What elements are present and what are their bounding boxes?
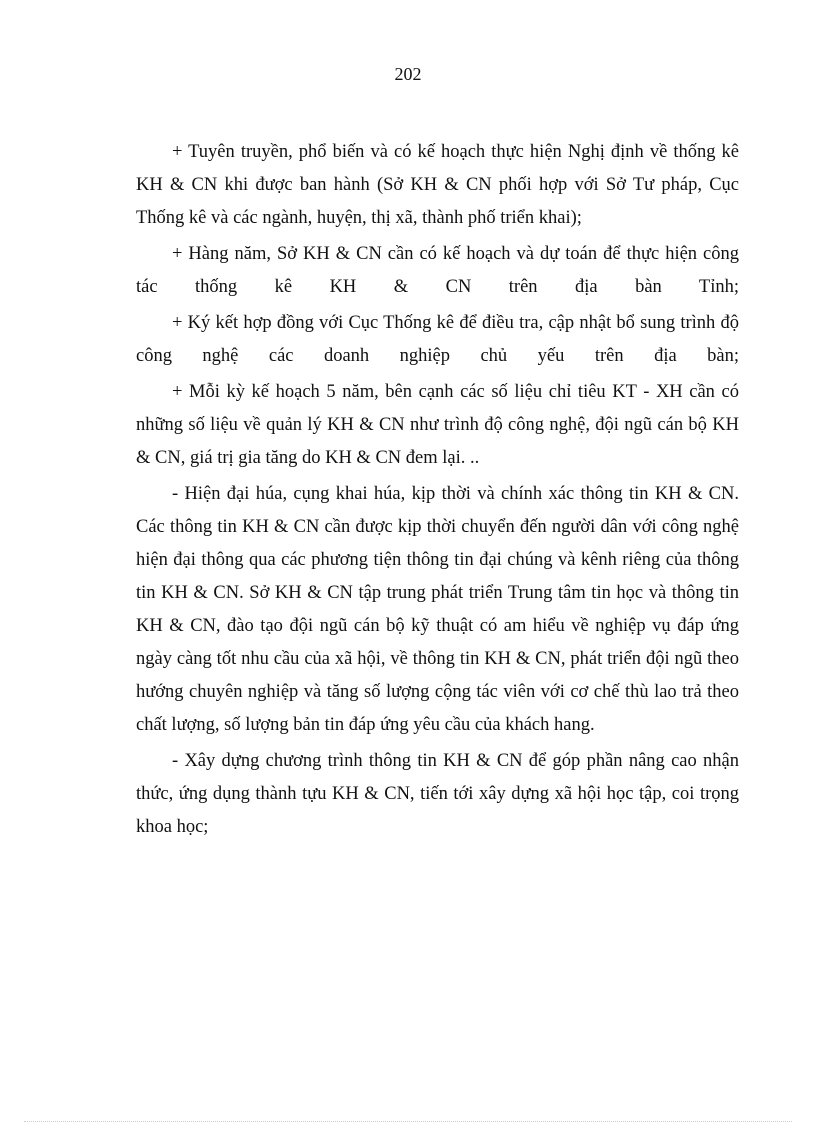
paragraph-modernize-information: - Hiện đại húa, cụng khai húa, kịp thời và chính xác thông tin KH & CN. Các thông tin KH & CN cần được kịp thời chuyển đến người dân với công nghệ hiện đại thông qua các phương tiện thông tin đại chúng và kênh riêng của thông tin KH & CN. Sở KH & CN tập trung phát triển Trung tâm tin học và thông tin KH & CN, đào tạo đội ngũ cán bộ kỹ thuật có am hiểu về nghiệp vụ đáp ứng ngày càng tốt nhu cầu của xã hội, về thông tin KH & CN, phát triển đội ngũ theo hướng chuyên nghiệp và tăng số lượng cộng tác viên với cơ chế thù lao trả theo chất lượng, số lượng bản tin đáp ứng yêu cầu của khách hang. bbox=[136, 484, 739, 735]
paragraph-annual-plan: + Hàng năm, Sở KH & CN cần có kế hoạch và dự toán để thực hiện công tác thống kê KH & CN trên địa bàn Tỉnh; bbox=[136, 244, 739, 297]
page-number: 202 bbox=[394, 64, 422, 84]
page-bottom-divider bbox=[24, 1121, 792, 1122]
paragraph-statistics-decree: + Tuyên truyền, phổ biến và có kế hoạch thực hiện Nghị định về thống kê KH & CN khi được ban hành (Sở KH & CN phối hợp với Sở Tư pháp, Cục Thống kê và các ngành, huyện, thị xã, thành phố triển khai); bbox=[136, 142, 739, 228]
paragraph-five-year-plan: + Mỗi kỳ kế hoạch 5 năm, bên cạnh các số liệu chỉ tiêu KT - XH cần có những số liệu về quản lý KH & CN như trình độ công nghệ, đội ngũ cán bộ KH & CN, giá trị gia tăng do KH & CN đem lại. .. bbox=[136, 382, 739, 468]
paragraph-contract-survey: + Ký kết hợp đồng với Cục Thống kê để điều tra, cập nhật bổ sung trình độ công nghệ các doanh nghiệp chủ yếu trên địa bàn; bbox=[136, 313, 739, 366]
document-body bbox=[136, 136, 739, 847]
paragraph-information-program: - Xây dựng chương trình thông tin KH & CN để góp phần nâng cao nhận thức, ứng dụng thành tựu KH & CN, tiến tới xây dựng xã hội học tập, coi trọng khoa học; bbox=[136, 751, 739, 837]
